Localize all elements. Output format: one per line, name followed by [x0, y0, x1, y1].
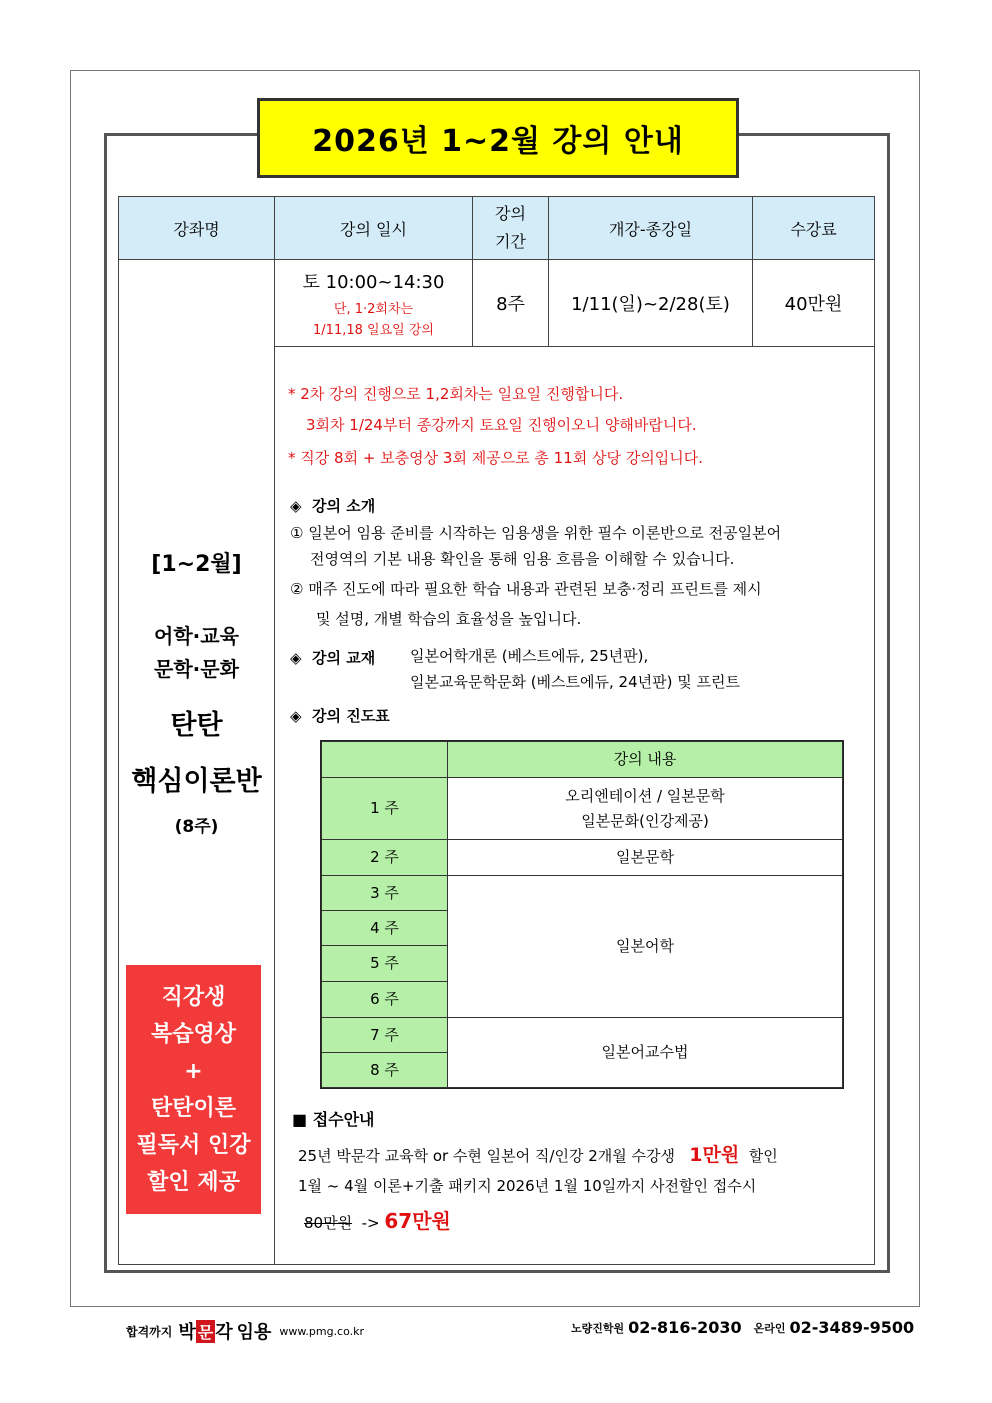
old-price: 80만원 [304, 1214, 353, 1232]
intro-item-1-line-1: ① 일본어 임용 준비를 시작하는 임용생을 위한 필수 이론반으로 전공일본어 [290, 524, 782, 542]
course-name-2: 핵심이론반 [131, 766, 262, 797]
progress-content-week-3-6: 일본어학 [447, 875, 843, 1018]
footer-contact [571, 1318, 914, 1337]
textbook-heading-text: 강의 교재 [312, 649, 376, 667]
schedule-note-1: 단, 1·2회차는 [333, 302, 414, 317]
diamond-icon: ◈ [290, 497, 302, 515]
progress-week-1: 1 주 [321, 777, 448, 840]
brand-imyong: 임용 [236, 1322, 272, 1343]
campus-label: 노량진학원 [571, 1321, 625, 1335]
header-dates: 개강-종강일 [548, 196, 753, 260]
new-price: 67만원 [384, 1209, 451, 1233]
progress-week-8: 8 주 [321, 1052, 448, 1088]
registration-line-1-suffix: 할인 [748, 1147, 778, 1165]
campus-phone: 02-816-2030 [628, 1318, 742, 1337]
promo-line-2: 복습영상 [150, 1021, 236, 1047]
diamond-icon: ◈ [290, 649, 302, 667]
footer-brand [126, 1318, 364, 1344]
progress-week-5: 5 주 [321, 945, 448, 982]
note-1 [288, 383, 623, 404]
header-schedule: 강의 일시 [274, 196, 473, 260]
page-title: 2026년 1~2월 강의 안내 [257, 98, 739, 178]
intro-heading-text: 강의 소개 [312, 497, 376, 515]
online-phone: 02-3489-9500 [789, 1318, 915, 1337]
note-3 [288, 447, 703, 468]
fee-cell: 40만원 [752, 259, 875, 347]
progress-content-week-1-line-2: 일본문화(인강제공) [581, 811, 709, 830]
promo-line-3: + [184, 1058, 203, 1084]
brand-char-3: 각 [215, 1322, 233, 1343]
price-arrow: -> [361, 1214, 380, 1232]
registration-price [304, 1205, 451, 1234]
note-1-text: 2차 강의 진행으로 1,2회차는 일요일 진행합니다. [300, 385, 624, 403]
note-3-text: 직강 8회 + 보충영상 3회 제공으로 총 11회 상당 강의입니다. [300, 449, 703, 467]
course-subject-2: 문학·문화 [154, 657, 239, 681]
schedule-main: 토 10:00~14:30 [302, 272, 445, 293]
dates-cell: 1/11(일)~2/28(토) [548, 259, 753, 347]
registration-line-1-prefix: 25년 박문각 교육학 or 수현 일본어 직/인강 2개월 수강생 [298, 1147, 675, 1165]
schedule-cell [274, 259, 473, 347]
promo-line-5: 필독서 인강 [136, 1132, 251, 1158]
progress-content-week-1 [447, 777, 843, 840]
progress-heading [290, 705, 390, 726]
brand-char-1: 박 [178, 1322, 196, 1343]
schedule-note-2: 1/11,18 일요일 강의 [313, 323, 434, 338]
registration-line-2: 1월 ~ 4월 이론+기출 패키지 2026년 1월 10일까지 사전할인 접수시 [298, 1177, 757, 1195]
progress-week-2: 2 주 [321, 839, 448, 876]
header-duration: 강의 기간 [472, 196, 549, 260]
course-weeks: (8주) [174, 817, 219, 837]
promo-box [126, 965, 261, 1214]
course-period: [1~2월] [151, 552, 242, 577]
textbook-heading [290, 647, 375, 668]
progress-content-week-7-8: 일본어교수법 [447, 1017, 843, 1088]
note-3-star: * [288, 449, 296, 467]
course-name-1: 탄탄 [170, 710, 223, 741]
progress-content-week-2: 일본문학 [447, 839, 843, 876]
progress-week-7: 7 주 [321, 1017, 448, 1053]
diamond-icon: ◈ [290, 707, 302, 725]
registration-line-1 [298, 1140, 778, 1167]
header-fee: 수강료 [752, 196, 875, 260]
brand-char-2: 문 [196, 1320, 215, 1343]
progress-header-content: 강의 내용 [447, 741, 843, 778]
progress-content-week-1-line-1: 오리엔테이션 / 일본문학 [565, 786, 725, 805]
footer-url[interactable]: www.pmg.co.kr [279, 1324, 365, 1338]
intro-item-2-line-1: ② 매주 진도에 따라 필요한 학습 내용과 관련된 보충·정리 프린트를 제시 [290, 580, 762, 598]
progress-week-6: 6 주 [321, 981, 448, 1018]
progress-header-blank [321, 741, 448, 778]
course-subject-1: 어학·교육 [154, 624, 239, 648]
registration-heading: ■ 접수안내 [292, 1110, 375, 1129]
note-1-star: * [288, 385, 296, 403]
progress-week-3: 3 주 [321, 875, 448, 911]
textbook-line-1: 일본어학개론 (베스트에듀, 25년판), [410, 647, 649, 665]
promo-line-1: 직강생 [161, 984, 226, 1010]
progress-week-4: 4 주 [321, 910, 448, 946]
progress-heading-text: 강의 진도표 [312, 707, 390, 725]
intro-item-1-line-2: 전영역의 기본 내용 확인을 통해 임용 흐름을 이해할 수 있습니다. [310, 550, 735, 568]
intro-item-2-line-2: 및 설명, 개별 학습의 효율성을 높입니다. [316, 610, 582, 628]
header-course-name: 강좌명 [118, 196, 275, 260]
duration-cell: 8주 [472, 259, 549, 347]
note-2: 3회차 1/24부터 종강까지 토요일 진행이오니 양해바랍니다. [306, 416, 697, 434]
textbook-line-2: 일본교육문학문화 (베스트에듀, 24년판) 및 프린트 [410, 673, 740, 691]
online-label: 온라인 [753, 1321, 786, 1335]
promo-line-6: 할인 제공 [147, 1169, 240, 1195]
promo-line-4: 탄탄이론 [150, 1095, 236, 1121]
footer-slogan: 합격까지 [126, 1324, 173, 1339]
intro-heading [290, 495, 375, 516]
discount-highlight: 1만원 [689, 1144, 740, 1166]
